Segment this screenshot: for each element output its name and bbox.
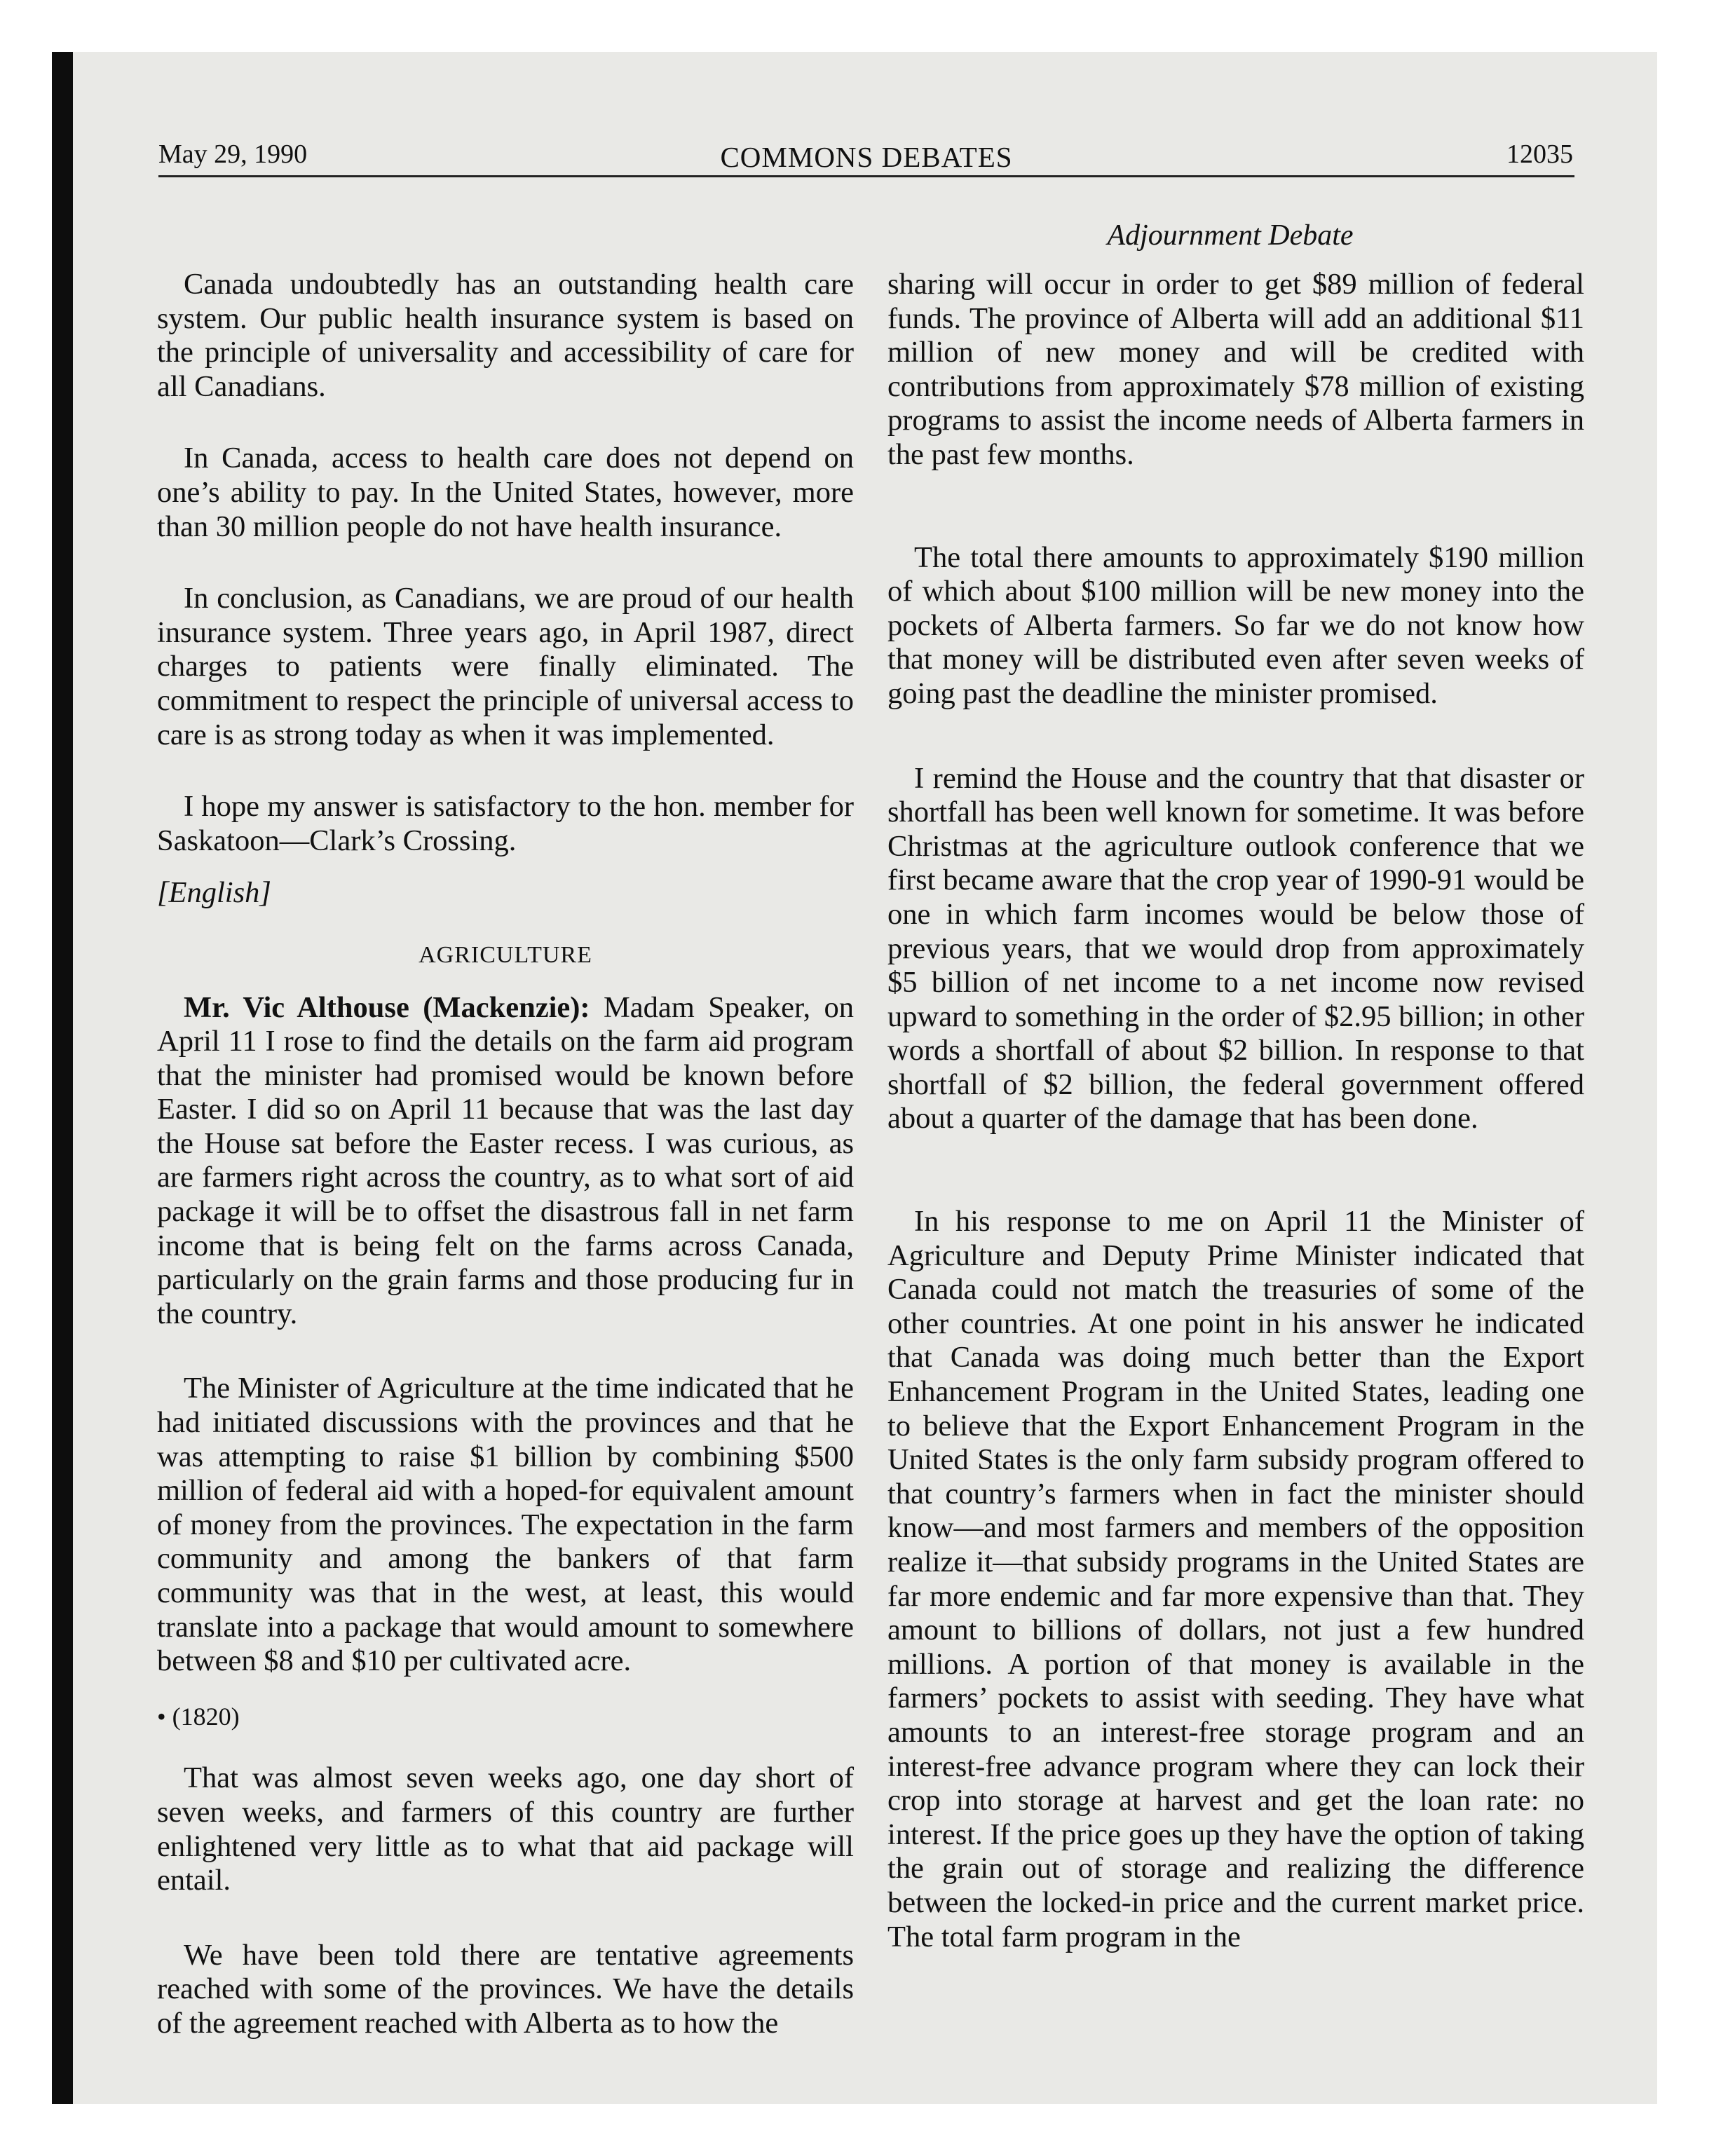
left-column	[157, 268, 854, 2041]
paragraph: In his response to me on April 11 the Minister of Agriculture and Deputy Prime Minister indicated that Canada could not match the treasuries of some of the other countries. At one point in his answer he indicated that Canada was doing much better than the Export Enhancement Program in the United States, leading one to believe that the Export Enhancement Program in the United States is the only farm subsidy program offered to that country’s farmers when in fact the minister should know—and most farmers and members of the opposition realize it—that subsidy programs in the United States are far more endemic and far more expensive than that. They amount to billions of dollars, not just a few hundred millions. A portion of that money is available in the farmers’ pockets to assist with seeding. They have what amounts to an interest-free storage program and an interest-free advance program where they can lock their crop into storage at harvest and get the loan rate: no interest. If the price goes up they have the option of taking the grain out of storage and realizing the difference between the locked-in price and the current market price. The total farm program in the	[887, 1205, 1584, 1953]
speech-text: Madam Speaker, on April 11 I rose to find the details on the farm aid program that the minister had promised would be known before Easter. I did so on April 11 because that was the last day the House sat before the Easter recess. I was curious, as are farmers right across the country, as to what sort of aid package it will be to offset the disastrous fall in net farm income that is being felt on the farms across Canada, particularly on the grain farms and those producing fur in the country.	[157, 990, 854, 1330]
timestamp: • (1820)	[157, 1702, 240, 1731]
header-title: COMMONS DEBATES	[720, 141, 1013, 173]
paragraph: I hope my answer is satisfactory to the hon. member for Saskatoon—Clark’s Crossing.	[157, 790, 854, 857]
right-column	[887, 268, 1584, 1954]
paragraph: I remind the House and the country that that disaster or shortfall has been well known for sometime. It was before Christmas at the agriculture outlook conference that we first became aware that the crop year of 1990-91 would be one in which farm incomes would be below those of previous years, that we would drop from approximately $5 billion of net income to a net income now revised upward to something in the order of $2.95 billion; in other words a shortfall of about $2 billion. In response to that shortfall of $2 billion, the federal government offered about a quarter of the damage that has been done.	[887, 761, 1584, 1135]
speech-paragraph	[157, 991, 854, 1332]
paragraph: In Canada, access to health care does not depend on one’s ability to pay. In the United States, however, more than 30 million people do not have health insurance.	[157, 442, 854, 543]
paragraph: In conclusion, as Canadians, we are proud of our health insurance system. Three years ago, in April 1987, direct charges to patients were finally eliminated. The commitment to respect the principle of universal access to care is as strong today as when it was implemented.	[157, 582, 854, 751]
header-page-number: 12035	[1506, 139, 1573, 169]
language-tag: [English]	[157, 876, 271, 910]
speaker-name: Mr. Vic Althouse (Mackenzie):	[184, 990, 590, 1024]
paragraph: sharing will occur in order to get $89 million of federal funds. The province of Alberta will add an additional $11 million of new money and will be credited with contributions from approximately $78 million of existing programs to assist the income needs of Alberta farmers in the past few months.	[887, 268, 1584, 471]
subheading: AGRICULTURE	[419, 941, 592, 968]
paragraph: The Minister of Agriculture at the time indicated that he had initiated discussions with the provinces and that he was attempting to raise $1 billion by combining $500 million of federal aid with a hoped-for equivalent amount of money from the provinces. The expectation in the farm community and among the bankers of that farm community was that in the west, at least, this would translate into a package that would amount to somewhere between $8 and $10 per cultivated acre.	[157, 1372, 854, 1678]
binding-shadow	[52, 52, 73, 2104]
paragraph: Canada undoubtedly has an outstanding health care system. Our public health insurance system is based on the principle of universality and accessibility of care for all Canadians.	[157, 268, 854, 403]
header-date: May 29, 1990	[158, 139, 308, 169]
page-header	[158, 136, 1574, 177]
paragraph: We have been told there are tentative agreements reached with some of the provinces. We have the details of the agreement reached with Alberta as to how the	[157, 1938, 854, 2040]
paragraph: The total there amounts to approximately $190 million of which about $100 million will be new money into the pockets of Alberta farmers. So far we do not know how that money will be distributed even after seven weeks of going past the deadline the minister promised.	[887, 540, 1584, 710]
paragraph: That was almost seven weeks ago, one day short of seven weeks, and farmers of this country are further enlightened very little as to what that aid package will entail.	[157, 1761, 854, 1897]
section-heading: Adjournment Debate	[1107, 219, 1354, 252]
